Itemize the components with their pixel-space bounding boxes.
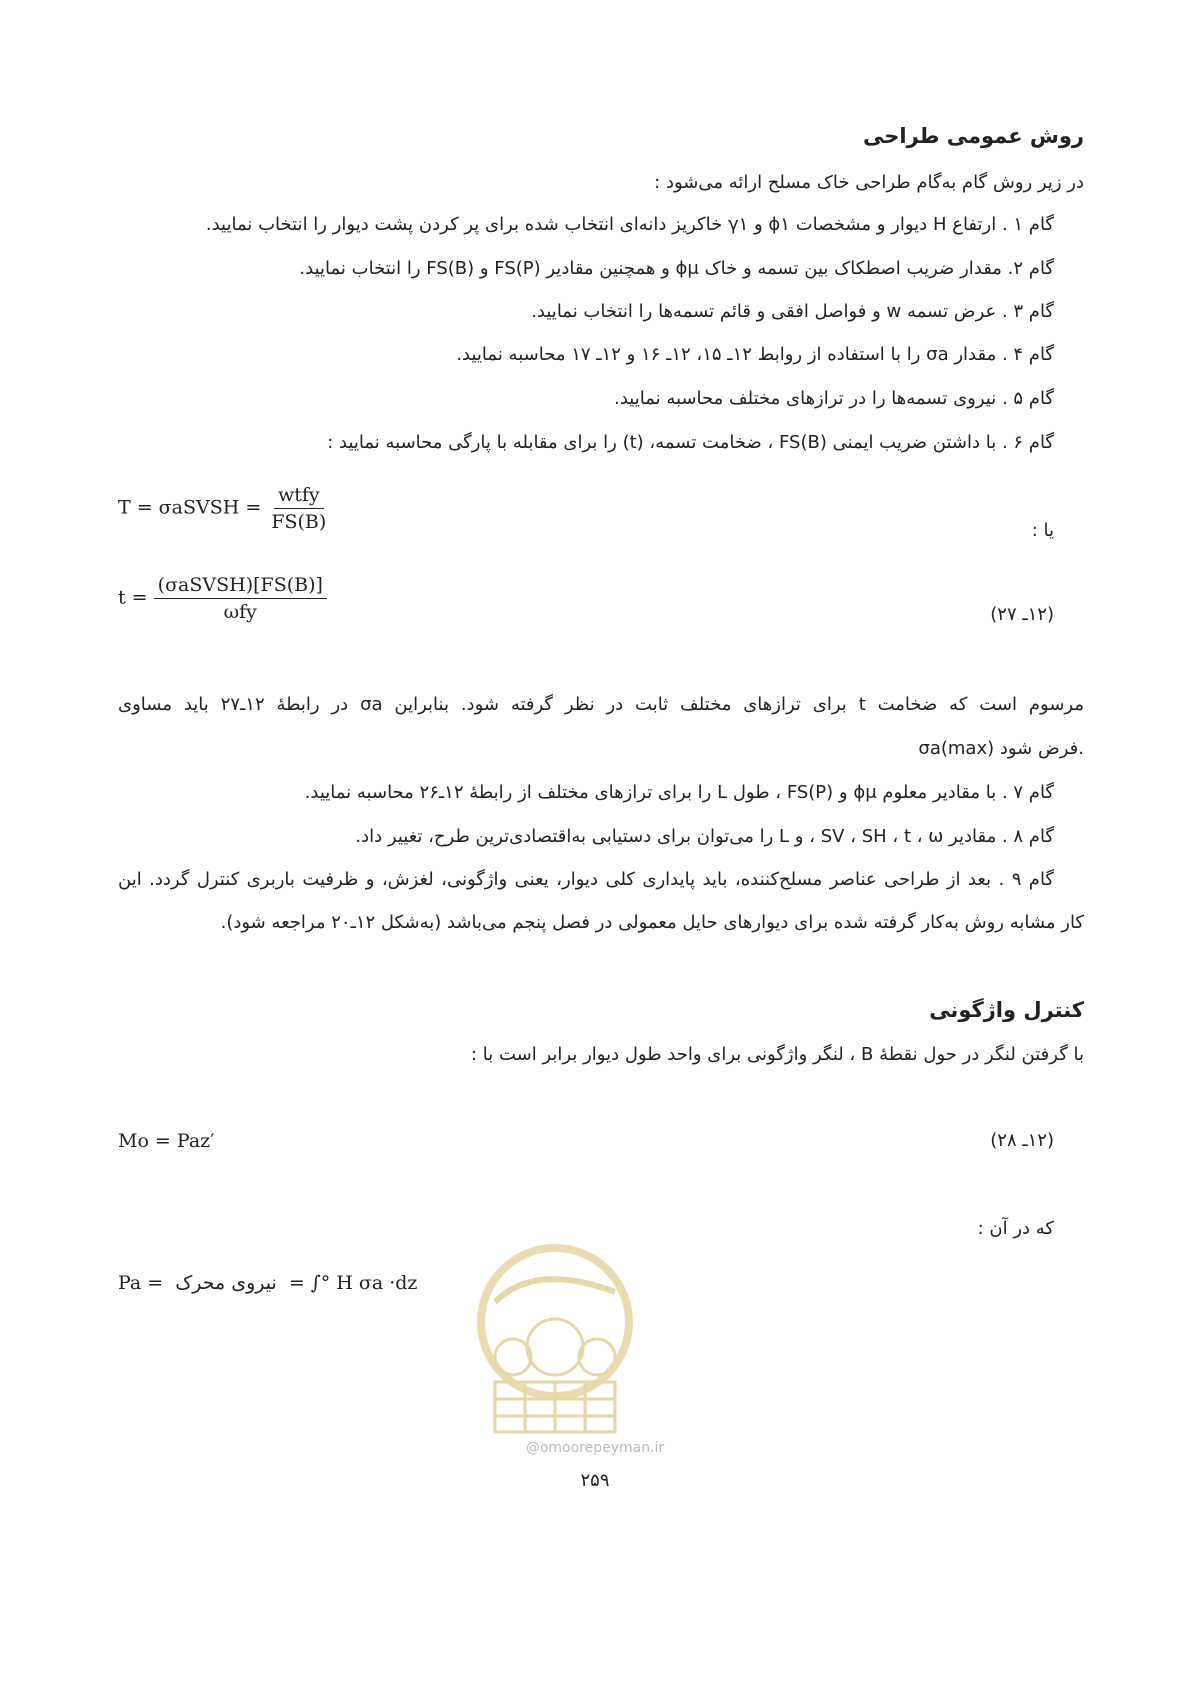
equation-number-28: (۱۲ـ ۲۸) <box>990 1130 1054 1151</box>
equation-number-27: (۱۲ـ ۲۷) <box>990 604 1054 625</box>
step-6: گام ۶ . با داشتن ضریب ایمنی FS(B) ، ضخامت تسمه، (t) را برای مقابله با پارگی محاسبه نمایید : <box>327 432 1054 453</box>
equation-moment: Mo = Paz′ <box>118 1130 215 1152</box>
where-label: که در آن : <box>977 1218 1054 1239</box>
equation-active-force-rhs: = ∫° H σa ·dz <box>288 1272 418 1294</box>
equation-active-force-label: نیروی محرک <box>175 1272 277 1294</box>
watermark-logo-icon <box>455 1242 655 1442</box>
overturning-intro: با گرفتن لنگر در حول نقطهٔ B ، لنگر واژگونی برای واحد طول دیوار برابر است با : <box>471 1044 1084 1065</box>
watermark-site: @omoorepeyman.ir <box>525 1440 665 1456</box>
equation-thickness-numerator: (σaSVSH)[FS(B)] <box>154 574 327 599</box>
step-8: گام ۸ . مقادیر SV ، SH ، t ، ω ، و L را می‌توان برای دستیابی به‌اقتصادی‌ترین طرح، تغییر داد. <box>355 826 1054 847</box>
equation-active-force <box>118 1272 417 1294</box>
page-number: ۲۵۹ <box>580 1470 610 1491</box>
section-heading-general-design: روش عمومی طراحی <box>862 124 1084 148</box>
intro-text: در زیر روش گام به‌گام طراحی خاک مسلح ارائه می‌شود : <box>654 172 1084 193</box>
equation-tension-fraction <box>267 484 330 533</box>
ya-label: یا : <box>1031 520 1054 541</box>
paragraph-line-1: مرسوم است که ضخامت t برای ترازهای مختلف ثابت در نظر گرفته شود. بنابراین σa در رابطهٔ ۱۲ـ۲۷ باید مساوی <box>118 694 1084 715</box>
equation-tension-numerator: wtfy <box>274 484 324 509</box>
step-1: گام ۱ . ارتفاع H دیوار و مشخصات ϕ۱ و γ۱ خاکریز دانه‌ای انتخاب شده برای پر کردن پشت دیوار را انتخاب نمایید. <box>205 214 1054 235</box>
step-2: گام ۲. مقدار ضریب اصطکاک بین تسمه و خاک ϕμ و همچنین مقادیر FS(P) و FS(B) را انتخاب نمایید. <box>299 258 1054 279</box>
equation-active-force-lhs: Pa = <box>118 1272 164 1294</box>
step-9-line-2: کار مشابه روش به‌کار گرفته شده برای دیوارهای حایل معمولی در فصل پنجم می‌باشد (به‌شکل ۱۲ـ۲۰ مراجعه شود). <box>220 912 1084 933</box>
section-heading-overturning: کنترل واژگونی <box>929 998 1084 1022</box>
equation-thickness-fraction <box>154 574 327 623</box>
equation-thickness <box>118 574 327 623</box>
step-7: گام ۷ . با مقادیر معلوم ϕμ و FS(P) ، طول L را برای ترازهای مختلف از رابطهٔ ۱۲ـ۲۶ محاسبه نمایید. <box>304 782 1054 803</box>
equation-tension-lhs: T = σaSVSH = <box>118 496 262 519</box>
equation-tension <box>118 484 330 533</box>
equation-tension-denominator: FS(B) <box>271 511 327 533</box>
equation-thickness-denominator: ωfy <box>223 601 257 623</box>
paragraph-line-2: σa(max) فرض شود. <box>918 738 1084 759</box>
equation-thickness-lhs: t = <box>118 586 148 609</box>
step-3: گام ۳ . عرض تسمه w و فواصل افقی و قائم تسمه‌ها را انتخاب نمایید. <box>531 301 1054 322</box>
step-5: گام ۵ . نیروی تسمه‌ها را در ترازهای مختلف محاسبه نمایید. <box>614 388 1054 409</box>
step-9-line-1: گام ۹ . بعد از طراحی عناصر مسلح‌کننده، باید پایداری کلی دیوار، یعنی واژگونی، لغزش، و ظرفیت باربری کنترل گردد. این <box>118 869 1054 890</box>
step-4: گام ۴ . مقدار σa را با استفاده از روابط ۱۲ـ ۱۵، ۱۲ـ ۱۶ و ۱۲ـ ۱۷ محاسبه نمایید. <box>456 344 1054 365</box>
